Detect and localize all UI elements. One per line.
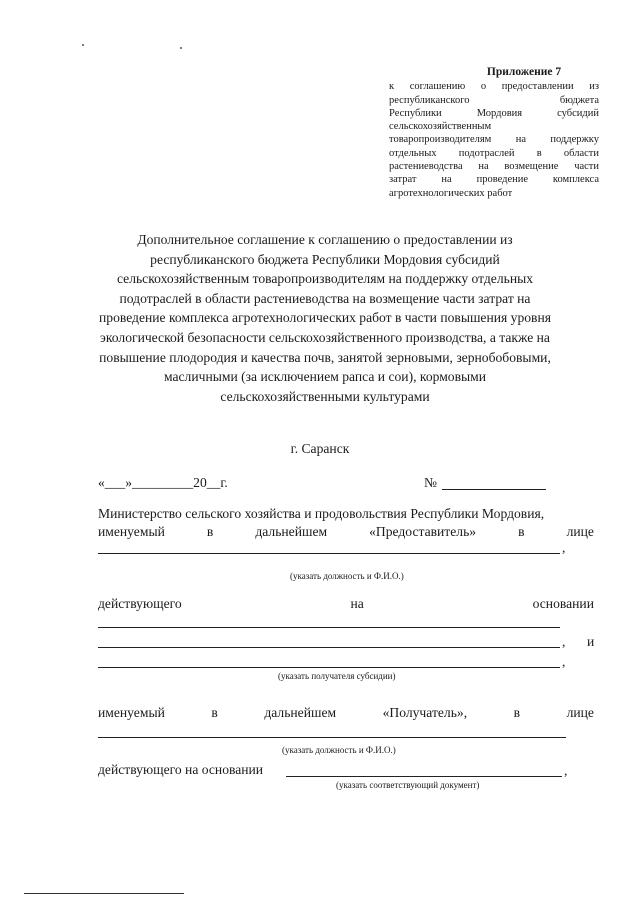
hint-document: (указать соответствующий документ) [336,780,480,790]
word: «Предоставитель» [369,524,477,539]
basis-field-2[interactable] [98,647,560,648]
comma: , [562,540,566,555]
word: именуемый [98,524,165,539]
recipient-representative-field[interactable] [98,737,566,738]
annex-line: товаропроизводителям на поддержку [389,134,599,146]
hint-position-fio-2: (указать должность и Ф.И.О.) [282,745,396,755]
recipient-basis-field[interactable] [286,776,562,777]
word: в [513,705,521,720]
annex-line: республиканского бюджета [389,94,599,106]
party1-intro-text: Министерство сельского хозяйства и продовольствия Республики Мордовия, [98,506,545,521]
comma: , [564,763,568,778]
annex-line: к соглашению о предоставлении из [389,81,599,93]
comma: , [562,634,566,649]
acting-on-basis-row [98,596,594,612]
word: дальнейшем [264,705,337,720]
basis-field-1[interactable] [98,627,560,628]
acting-on-basis-label: действующего на основании [98,762,264,777]
number-label: № [424,475,437,490]
word: именуемый [98,705,165,720]
annex-line: агротехнологических работ [389,187,513,199]
annex-line: сельскохозяйственным [389,121,492,133]
annex-line: Республики Мордовия субсидий [389,107,599,119]
scan-speck [180,47,182,49]
title-line: проведение комплекса агротехнологических работ в части повышения уровня [99,310,551,326]
title-line: экологической безопасности сельскохозяйственного производства, а также на [100,329,550,345]
word: «Получатель», [382,705,468,720]
title-line: подотраслей в области растениеводства на возмещение части затрат на [119,290,531,306]
title-line: масличными (за исключением рапса и сои), кормовыми [163,369,487,385]
provider-representative-field[interactable] [98,553,560,554]
word: основании [532,596,594,611]
annex-line: затрат на проведение комплекса [389,174,599,186]
title-line: повышение плодородия и качества почв, занятой зерновыми, зернобобовыми, [99,349,551,365]
word: лице [566,524,594,539]
document-title [90,230,560,406]
hint-recipient: (указать получателя субсидии) [278,671,396,681]
word: в [211,705,218,720]
and-word: и [587,634,595,649]
party2-naming-row [98,705,594,721]
footnote-rule [24,893,184,894]
title-line: республиканского бюджета Республики Мордовия субсидий [150,251,500,267]
city: г. Саранск [290,441,350,456]
scan-speck [82,44,84,46]
word: лице [566,705,594,720]
recipient-field[interactable] [98,667,560,668]
annex-title: Приложение 7 [486,66,562,78]
date-field[interactable]: «___»_________20__г. [98,475,228,490]
annex-block [389,66,599,200]
title-line: сельскохозяйственным товаропроизводителям на поддержку отдельных [116,271,534,287]
word: дальнейшем [255,524,328,539]
word: действующего [98,596,182,611]
party1-naming-row [98,524,594,540]
comma: , [562,654,566,669]
hint-position-fio: (указать должность и Ф.И.О.) [290,571,404,581]
number-field[interactable] [442,489,546,490]
word: в [518,524,525,539]
annex-line: растениеводства на возмещение части [389,161,599,173]
party1-intro [98,506,594,522]
word: на [350,596,364,611]
word: в [206,524,214,539]
title-line: сельскохозяйственными культурами [220,388,430,404]
annex-line: отдельных подотраслей в области [389,147,599,159]
title-line: Дополнительное соглашение к соглашению о предоставлении из [137,232,513,247]
